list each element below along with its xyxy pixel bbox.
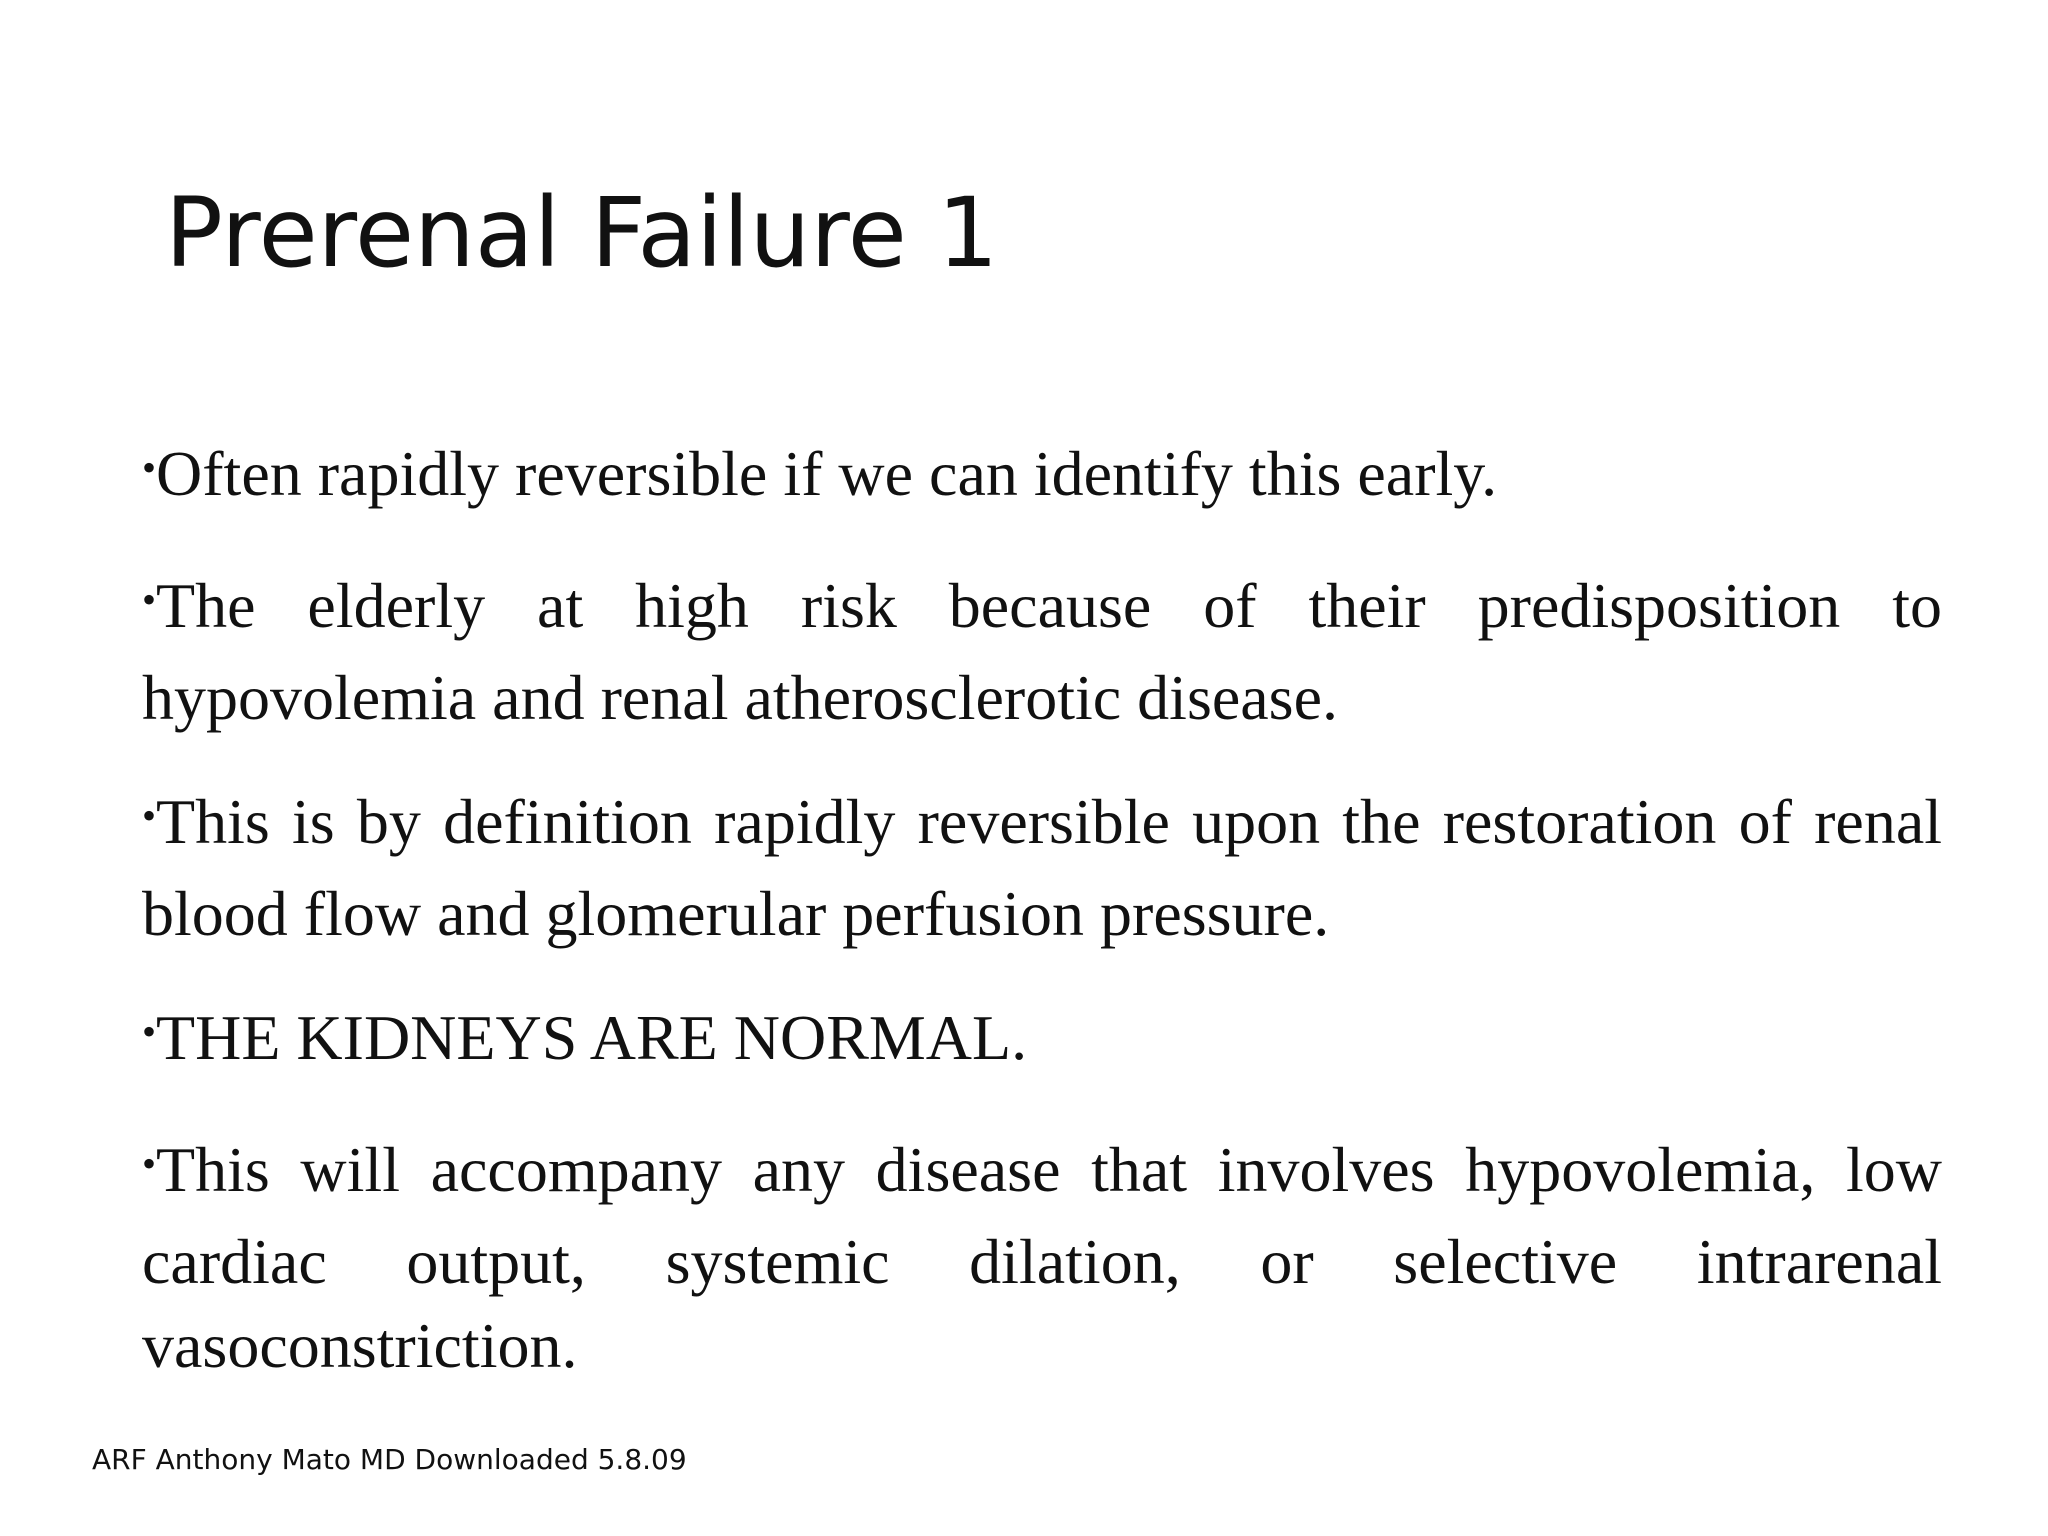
bullet-mark: • <box>142 445 157 490</box>
bullet-mark: • <box>142 1141 157 1186</box>
bullet-mark: • <box>142 577 157 622</box>
bullet-text: This will accompany any disease that involves hypovolemia, low cardiac output, systemic dilation, or selective intrarenal vasoconstriction. <box>142 1134 1942 1381</box>
bullet-item <box>142 780 1942 956</box>
bullet-text: THE KIDNEYS ARE NORMAL. <box>156 1002 1028 1073</box>
slide-title: Prerenal Failure 1 <box>165 177 999 289</box>
bullet-item <box>142 996 1942 1088</box>
slide-footer: ARF Anthony Mato MD Downloaded 5.8.09 <box>92 1443 687 1476</box>
bullet-text: Often rapidly reversible if we can identify this early. <box>156 438 1498 509</box>
bullet-text: The elderly at high risk because of their predisposition to hypovolemia and renal atherosclerotic disease. <box>142 570 1942 733</box>
bullet-list <box>142 432 1942 1428</box>
bullet-text: This is by definition rapidly reversible upon the restoration of renal blood flow and glomerular perfusion pressure. <box>142 786 1942 949</box>
bullet-item <box>142 1128 1942 1388</box>
bullet-mark: • <box>142 1009 157 1054</box>
bullet-item <box>142 432 1942 524</box>
bullet-mark: • <box>142 793 157 838</box>
bullet-item <box>142 564 1942 740</box>
